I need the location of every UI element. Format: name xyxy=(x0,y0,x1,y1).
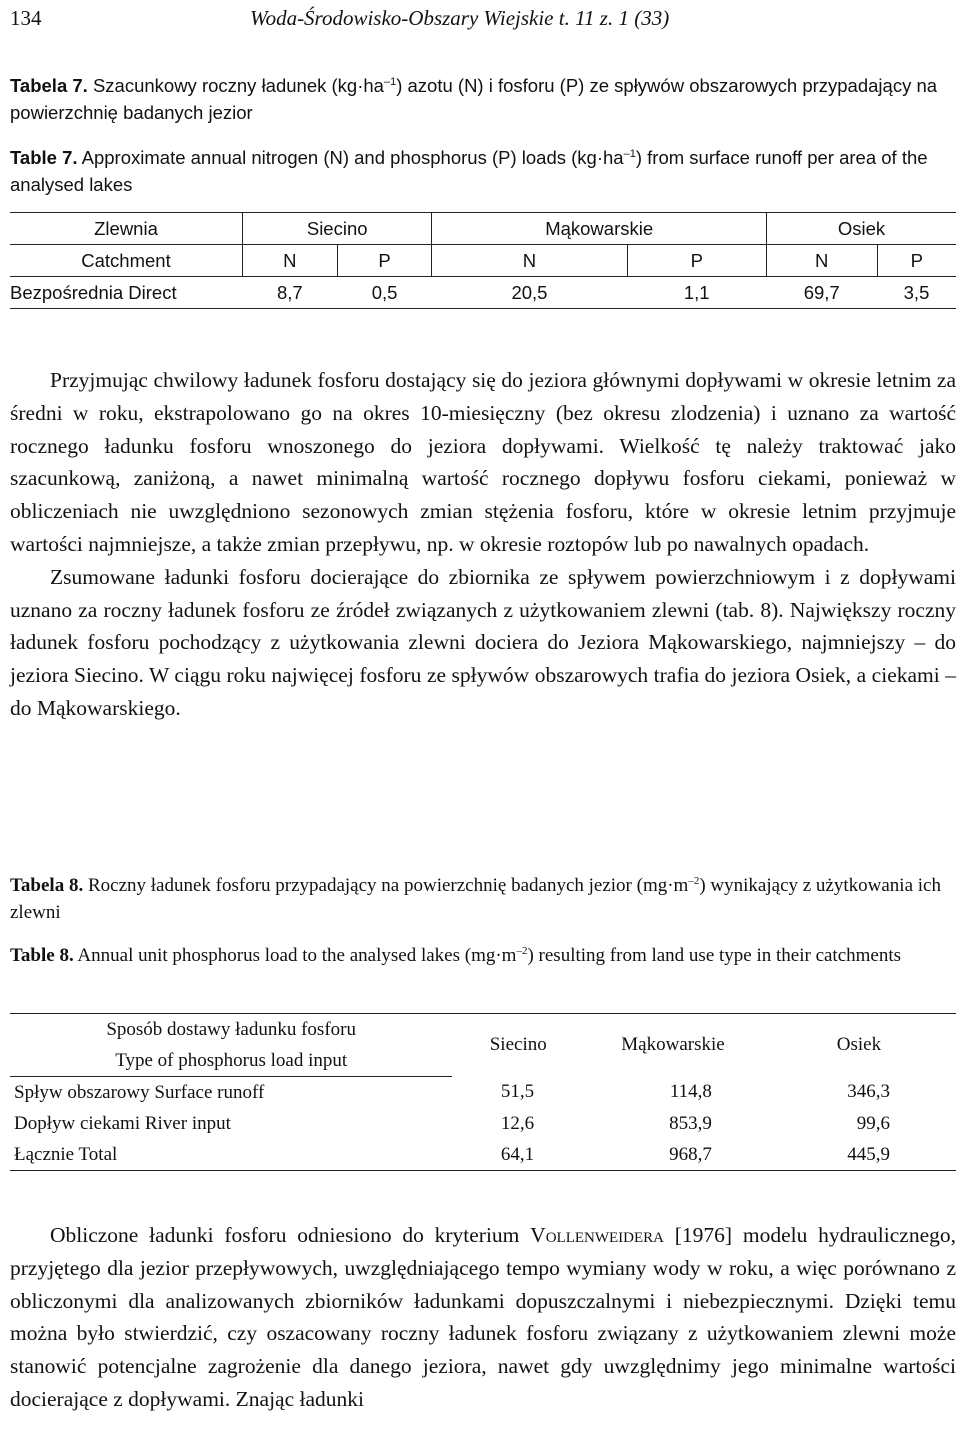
body-text-2 xyxy=(10,1219,956,1416)
table-cell: 114,8 xyxy=(669,1081,712,1103)
table8-row-label: Dopływ ciekami River input xyxy=(14,1112,231,1134)
table8-header-row xyxy=(10,1014,956,1046)
table7-zlewnia-label: Zlewnia xyxy=(10,213,243,245)
table7-caption-pl xyxy=(10,72,956,126)
table7-header-row-lakes xyxy=(10,213,956,245)
body-text-1 xyxy=(10,364,956,725)
paragraph: Przyjmując chwilowy ładunek fosforu dostający się do jeziora głównymi dopływami w okresie letnim za średni w roku, ekstrapolowano go na okres 10-miesięczny (bez okresu zlodzenia) i uznano za wartość rocznego ładunku fosforu wnoszonego do jeziora dopływami. Wielkość tę należy traktować jako szacunkową, zaniżoną, a nawet minimalną wartość rocznego dopływu fosforu ciekami, ponieważ w obliczeniach nie uwzględniono sezonowych zmian stężenia fosforu, które w okresie letnim przyjmuje wartości najmniejsze, a także zmian przepływu, np. w okresie roztopów lub po nawalnych opadach. xyxy=(10,368,956,556)
table7-lake-makowarskie: Mąkowarskie xyxy=(432,213,767,245)
cited-author: Vollenweidera xyxy=(530,1223,664,1247)
table-cell: 51,5 xyxy=(500,1081,535,1103)
table7-caption-en xyxy=(10,144,956,198)
table-row xyxy=(10,1139,956,1171)
table7-header-row-np xyxy=(10,245,956,277)
table-cell: 1,1 xyxy=(627,277,766,309)
table7-catchment-label: Catchment xyxy=(10,245,243,277)
table7-col-p: P xyxy=(627,245,766,277)
table7-caption-en-text-a: Approximate annual nitrogen (N) and phosphorus (P) loads (kg·ha xyxy=(81,147,624,168)
table-cell: 12,6 xyxy=(500,1112,535,1134)
table7-label-en: Table 7. xyxy=(10,147,78,168)
table7-col-n: N xyxy=(766,245,877,277)
table7-caption-pl-sup: –1 xyxy=(383,76,397,88)
table8-caption-pl-sup: –2 xyxy=(688,875,700,887)
running-header xyxy=(10,6,956,36)
paragraph-text: Obliczone ładunki fosforu odniesiono do kryterium xyxy=(50,1223,531,1247)
table-cell: 3,5 xyxy=(877,277,956,309)
table8-row-label: Spływ obszarowy Surface runoff xyxy=(14,1081,265,1103)
table7-caption-pl-text-a: Szacunkowy roczny ładunek (kg·ha xyxy=(92,75,384,96)
table8 xyxy=(10,1013,956,1171)
paragraph-text: [1976] modelu hydraulicznego, przyjętego dla jezior przepływowych, uwzględniającego tempo wymiany wody w roku, a więc porównano z obliczonymi dla analizowanych zbiorników ładunkami dopuszczalnymi i niebezpiecznymi. Dzięki temu można było stwierdzić, czy oszacowany roczny ładunek fosforu związany z użytkowaniem zlewni może stanowić potencjalne zagrożenie dla danego jeziora, nawet gdy uwzględnimy jego minimalne wartości docierające z dopływami. Znając ładunki xyxy=(10,1223,957,1411)
table-row xyxy=(10,1108,956,1139)
table7-col-p: P xyxy=(877,245,956,277)
table-cell: 968,7 xyxy=(584,1139,762,1171)
table8-caption-pl xyxy=(10,872,956,926)
table7-col-p: P xyxy=(337,245,432,277)
table8-lake-osiek: Osiek xyxy=(762,1014,956,1077)
paragraph: Zsumowane ładunki fosforu docierające do zbiornika ze spływem powierzchniowym i z dopływami uznano za roczny ładunek fosforu ze źródeł związanych z użytkowaniem zlewni (tab. 8). Największy roczny ładunek fosforu pochodzący z użytkowania zlewni dociera do Jeziora Mąkowarskiego, najmniejszy – do jeziora Siecino. W ciągu roku najwięcej fosforu ze spływów obszarowych trafia do jeziora Osiek, a ciekami – do Mąkowarskiego. xyxy=(10,564,956,720)
table7-data-row xyxy=(10,277,956,309)
table7-caption-en-sup: –1 xyxy=(623,148,636,160)
table7-col-n: N xyxy=(432,245,627,277)
journal-title: Woda-Środowisko-Obszary Wiejskie t. 11 z. 1 (33) xyxy=(250,6,670,30)
table8-lake-makowarskie: Mąkowarskie xyxy=(584,1014,762,1077)
table-cell: 346,3 xyxy=(847,1081,890,1103)
table8-row-label: Łącznie Total xyxy=(10,1139,452,1171)
table7-label-pl: Tabela 7. xyxy=(10,75,88,96)
table8-lake-siecino: Siecino xyxy=(452,1014,584,1077)
table8-caption-en-text-a: Annual unit phosphorus load to the analysed lakes (mg·m xyxy=(77,945,517,966)
table-cell: 69,7 xyxy=(766,277,877,309)
table8-label-pl: Tabela 8. xyxy=(10,875,84,896)
page-number: 134 xyxy=(10,6,42,30)
table8-type-label-pl: Sposób dostawy ładunku fosforu xyxy=(10,1014,452,1046)
paragraph xyxy=(10,1219,956,1416)
table8-caption-en-text-b: ) resulting from land use type in their catchments xyxy=(527,945,902,966)
table7-col-n: N xyxy=(243,245,338,277)
table-cell: 445,9 xyxy=(762,1139,956,1171)
table7 xyxy=(10,212,956,309)
table8-caption-en-sup: –2 xyxy=(516,945,528,957)
table8-caption-pl-text-b: ) wynikający z użytkowania ich zlewni xyxy=(10,875,941,923)
table-cell: 99,6 xyxy=(856,1112,890,1134)
table7-lake-osiek: Osiek xyxy=(766,213,956,245)
table8-caption-en xyxy=(10,942,956,969)
table8-type-label-en: Type of phosphorus load input xyxy=(10,1045,452,1077)
table8-label-en: Table 8. xyxy=(10,945,74,966)
table7-caption-pl-text-b: ) azotu (N) i fosforu (P) ze spływów obszarowych przypadający na powierzchnię badanych jezior xyxy=(10,75,938,123)
table-cell: 853,9 xyxy=(669,1112,712,1134)
table7-lake-siecino: Siecino xyxy=(243,213,432,245)
table-cell: 64,1 xyxy=(452,1139,584,1171)
table8-caption-pl-text-a: Roczny ładunek fosforu przypadający na powierzchnię badanych jezior (mg·m xyxy=(87,875,689,896)
table7-row-label: Bezpośrednia Direct xyxy=(10,277,243,309)
table-cell: 20,5 xyxy=(432,277,627,309)
table-cell: 8,7 xyxy=(243,277,338,309)
table-cell: 0,5 xyxy=(337,277,432,309)
table7-caption-en-text-b: ) from surface runoff per area of the analysed lakes xyxy=(10,147,928,195)
table-row xyxy=(10,1077,956,1109)
